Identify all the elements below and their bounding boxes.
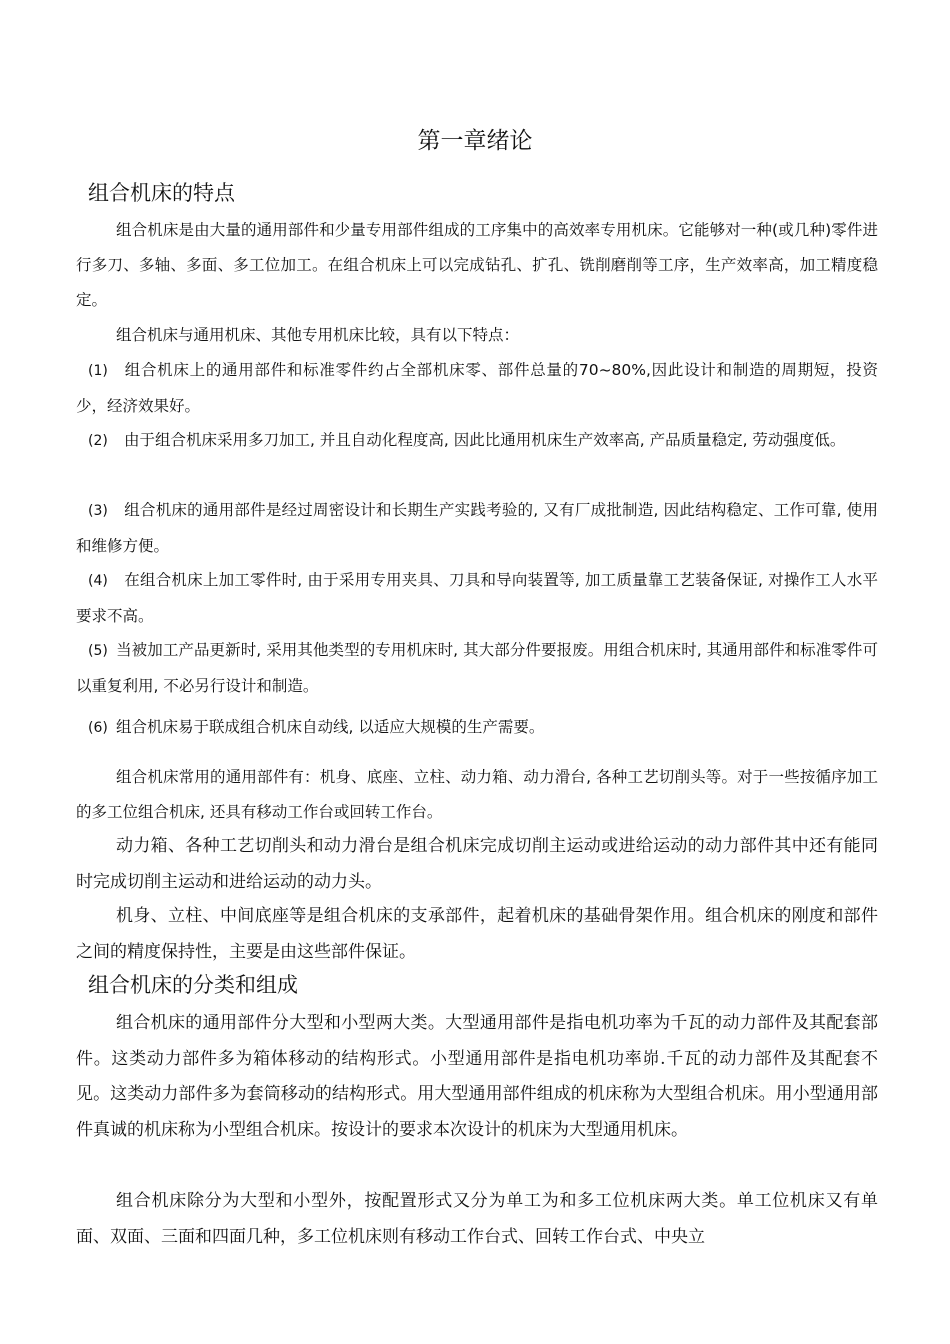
list-item-number: (2) (88, 433, 108, 449)
list-item-1 (76, 353, 878, 424)
section-title-classification: 组合机床的分类和组成 (88, 973, 298, 997)
paragraph-power-parts: 动力箱、各种工艺切削头和动力滑台是组合机床完成切削主运动或进给运动的动力部件其中还有能同时完成切削主运动和进给运动的动力头。 (76, 836, 878, 892)
list-item-text: 由于组合机床采用多刀加工, 并且自动化程度高, 因此比通用机床生产效率高, 产品质量稳定, 劳动强度低。 (124, 431, 846, 449)
list-item-text: 组合机床易于联成组合机床自动线, 以适应大规模的生产需要。 (116, 718, 545, 736)
list-item-text: 当被加工产品更新时, 采用其他类型的专用机床时, 其大部分件要报废。用组合机床时, 其通用部件和标准零件可以重复利用, 不必另行设计和制造。 (76, 641, 878, 695)
list-item-text: 组合机床的通用部件是经过周密设计和长期生产实践考验的, 又有厂成批制造, 因此结构稳定、工作可靠, 使用和维修方便。 (76, 501, 878, 555)
list-item-number: (4) (88, 573, 108, 589)
list-item-number: (6) (88, 720, 108, 736)
paragraph-common-parts: 组合机床常用的通用部件有：机身、底座、立柱、动力箱、动力滑台, 各种工艺切削头等。对于一些按循序加工的多工位组合机床, 还具有移动工作台或回转工作台。 (76, 768, 878, 821)
paragraph-comparison-intro: 组合机床与通用机床、其他专用机床比较，具有以下特点： (116, 326, 520, 344)
paragraph-definition: 组合机床是由大量的通用部件和少量专用部件组成的工序集中的高效率专用机床。它能够对一种(或几种)零件进行多刀、多轴、多面、多工位加工。在组合机床上可以完成钻孔、扩孔、铣削磨削等工序，生产效率高，加工精度稳定。 (76, 221, 878, 309)
list-item-4 (76, 563, 878, 634)
paragraph-configuration: 组合机床除分为大型和小型外，按配置形式又分为单工为和多工位机床两大类。单工位机床又有单面、双面、三面和四面几种，多工位机床则有移动工作台式、回转工作台式、中央立 (76, 1191, 878, 1247)
paragraph-support-parts: 机身、立柱、中间底座等是组合机床的支承部件，起着机床的基础骨架作用。组合机床的刚度和部件之间的精度保持性，主要是由这些部件保证。 (76, 906, 878, 962)
list-item-number: (5) (88, 643, 108, 659)
list-item-text: 组合机床上的通用部件和标准零件约占全部机床零、部件总量的70~80%,因此设计和制造的周期短，投资少，经济效果好。 (76, 361, 878, 415)
list-item-text: 在组合机床上加工零件时, 由于采用专用夹具、刀具和导向装置等, 加工质量靠工艺装备保证, 对操作工人水平要求不高。 (76, 571, 878, 625)
list-item-5 (76, 633, 878, 704)
section-title-features: 组合机床的特点 (88, 181, 235, 205)
list-item-2 (76, 423, 878, 459)
list-item-6 (76, 710, 878, 746)
paragraph-size-classes: 组合机床的通用部件分大型和小型两大类。大型通用部件是指电机功率为千瓦的动力部件及其配套部件。这类动力部件多为箱体移动的结构形式。小型通用部件是指电机功率峁.千瓦的动力部件及其配套不见。这类动力部件多为套筒移动的结构形式。用大型通用部件组成的机床称为大型组合机床。用小型通用部件真诚的机床称为小型组合机床。按设计的要求本次设计的机床为大型通用机床。 (76, 1013, 878, 1140)
chapter-title: 第一章绪论 (417, 128, 533, 154)
list-item-number: (3) (88, 503, 108, 519)
list-item-number: (1) (88, 363, 108, 379)
list-item-3 (76, 493, 878, 564)
